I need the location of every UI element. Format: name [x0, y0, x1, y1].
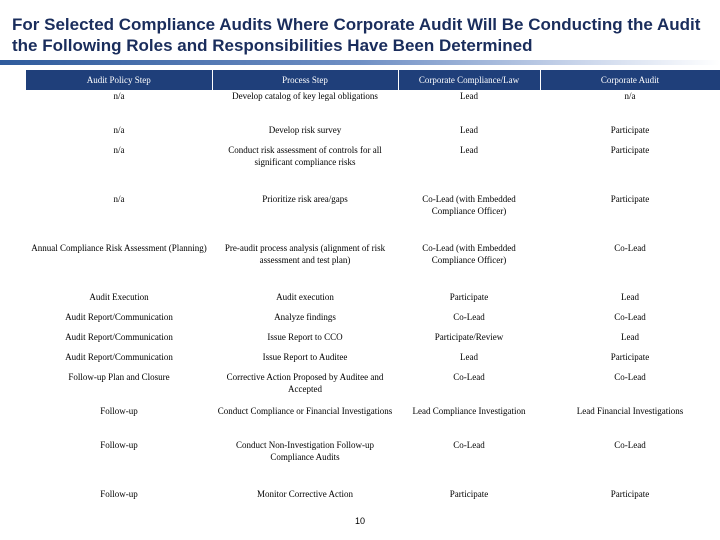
cell-audit-policy-step: Audit Report/Communication [65, 352, 173, 362]
cell-audit-policy-step: Follow-up [100, 406, 138, 416]
cell-compliance-law: Lead [460, 125, 478, 135]
cell-corporate-audit: Participate [610, 194, 650, 204]
cell-corporate-audit: Participate [610, 125, 650, 135]
cell-process-step: Corrective Action Proposed by Auditee and Accepted [226, 372, 384, 394]
cell-process-step: Audit execution [276, 292, 334, 302]
cell-corporate-audit: Co-Lead [614, 372, 646, 382]
page-number: 10 [354, 516, 365, 526]
cell-compliance-law: Co-Lead (with Embedded Compliance Officer) [422, 243, 516, 265]
cell-compliance-law: Co-Lead [453, 440, 485, 450]
cell-compliance-law: Co-Lead [453, 312, 485, 322]
table-row [26, 351, 720, 371]
cell-process-step: Monitor Corrective Action [257, 489, 353, 499]
cell-compliance-law: Co-Lead (with Embedded Compliance Officer) [422, 194, 516, 216]
cell-corporate-audit: Participate [610, 352, 650, 362]
cell-compliance-law: Participate [449, 292, 489, 302]
cell-process-step: Issue Report to CCO [267, 332, 343, 342]
cell-audit-policy-step: n/a [113, 91, 125, 101]
cell-compliance-law: Participate/Review [434, 332, 504, 342]
cell-process-step: Issue Report to Auditee [262, 352, 348, 362]
table-row [26, 488, 720, 508]
cell-corporate-audit: Participate [610, 145, 650, 155]
cell-compliance-law: Lead Compliance Investigation [412, 406, 526, 416]
cell-audit-policy-step: n/a [113, 194, 125, 204]
cell-audit-policy-step: Audit Report/Communication [65, 332, 173, 342]
table-row [26, 291, 720, 311]
cell-corporate-audit: Lead [621, 332, 639, 342]
cell-corporate-audit: Lead Financial Investigations [576, 406, 684, 416]
cell-corporate-audit: Co-Lead [614, 243, 646, 253]
cell-process-step: Conduct risk assessment of controls for all significant compliance risks [228, 145, 382, 167]
cell-audit-policy-step: Audit Execution [89, 292, 149, 302]
header-corporate-audit: Corporate Audit [540, 70, 720, 90]
cell-audit-policy-step: Follow-up [100, 440, 138, 450]
header-audit-policy-step: Audit Policy Step [26, 70, 212, 90]
cell-compliance-law: Lead [460, 91, 478, 101]
slide-title: For Selected Compliance Audits Where Corporate Audit Will Be Conducting the Audit the Following Roles and Responsibilities Have Been Determined [12, 15, 701, 55]
cell-audit-policy-step: Annual Compliance Risk Assessment (Planning) [31, 243, 207, 253]
table-row [26, 193, 720, 242]
cell-compliance-law: Lead [460, 145, 478, 155]
roles-table [26, 70, 720, 508]
cell-audit-policy-step: n/a [113, 125, 125, 135]
cell-corporate-audit: Co-Lead [614, 440, 646, 450]
header-corporate-compliance-law: Corporate Compliance/Law [398, 70, 540, 90]
cell-audit-policy-step: Follow-up [100, 489, 138, 499]
cell-audit-policy-step: n/a [113, 145, 125, 155]
table-row [26, 90, 720, 124]
table-row [26, 331, 720, 351]
cell-process-step: Develop catalog of key legal obligations [232, 91, 378, 101]
table-row [26, 242, 720, 291]
table-row [26, 144, 720, 193]
header-process-step: Process Step [212, 70, 398, 90]
cell-process-step: Conduct Non-Investigation Follow-up Compliance Audits [236, 440, 374, 462]
cell-compliance-law: Lead [460, 352, 478, 362]
cell-compliance-law: Co-Lead [453, 372, 485, 382]
cell-process-step: Prioritize risk area/gaps [262, 194, 348, 204]
title-divider [0, 60, 720, 65]
cell-corporate-audit: Participate [610, 489, 650, 499]
cell-corporate-audit: Co-Lead [614, 312, 646, 322]
table-header-row [26, 70, 720, 90]
table-row [26, 311, 720, 331]
cell-process-step: Develop risk survey [268, 125, 342, 135]
cell-corporate-audit: n/a [624, 91, 636, 101]
cell-corporate-audit: Lead [621, 292, 639, 302]
table-row [26, 371, 720, 405]
table-row [26, 405, 720, 439]
table-row [26, 124, 720, 144]
table-row [26, 439, 720, 488]
cell-audit-policy-step: Follow-up Plan and Closure [68, 372, 170, 382]
cell-process-step: Pre-audit process analysis (alignment of risk assessment and test plan) [224, 243, 386, 265]
cell-process-step: Conduct Compliance or Financial Investigations [217, 406, 393, 416]
cell-compliance-law: Participate [449, 489, 489, 499]
cell-audit-policy-step: Audit Report/Communication [65, 312, 173, 322]
cell-process-step: Analyze findings [274, 312, 336, 322]
